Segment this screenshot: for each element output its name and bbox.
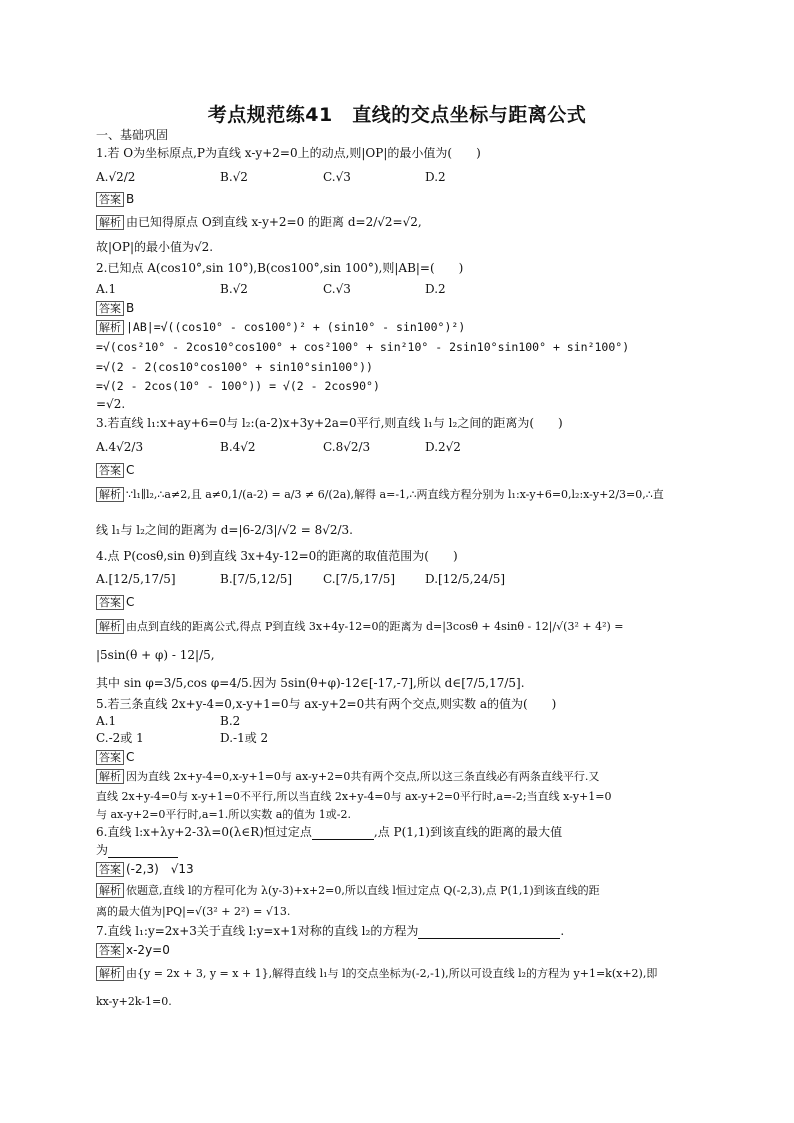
q7-analysis-line-2: kx-y+2k-1=0. <box>96 995 172 1008</box>
analysis-label: 解析 <box>96 320 124 335</box>
q1-option-d: D.2 <box>425 170 446 184</box>
q3-answer: C <box>126 463 135 477</box>
answer-label: 答案 <box>96 192 124 207</box>
q5-analysis-line-1: 因为直线 2x+y-4=0,x-y+1=0与 ax-y+2=0共有两个交点,所以这三条直线必有两条直线平行.又 <box>126 770 600 783</box>
analysis-label: 解析 <box>96 883 124 898</box>
q1-analysis-line-1: 由已知得原点 O到直线 x-y+2=0 的距离 d=2/√2=√2, <box>126 215 422 229</box>
q6-fill-blank-1[interactable] <box>312 826 374 840</box>
q3-analysis-line-1: ∵l₁∥l₂,∴a≠2,且 a≠0,1/(a-2) = a/3 ≠ 6/(2a),解得 a=-1,∴两直线方程分别为 l₁:x-y+6=0,l₂:x-y+2/3=0,∴直 <box>126 488 664 501</box>
q4-answer: C <box>126 595 135 609</box>
question-3-stem: 3.若直线 l₁:x+ay+6=0与 l₂:(a-2)x+3y+2a=0平行,则直线 l₁与 l₂之间的距离为( ) <box>96 416 563 430</box>
q5-option-c: C.-2或 1 <box>96 731 144 745</box>
q5-analysis-line-2: 直线 2x+y-4=0与 x-y+1=0不平行,所以当直线 2x+y-4=0与 ax-y+2=0平行时,a=-2;当直线 x-y+1=0 <box>96 790 612 803</box>
q6-answer-row <box>96 862 194 877</box>
q4-analysis-row <box>96 619 624 634</box>
q5-answer: C <box>126 750 135 764</box>
analysis-label: 解析 <box>96 966 124 981</box>
q1-answer: B <box>126 192 135 206</box>
q1-answer-row <box>96 192 134 207</box>
q3-option-d: D.2√2 <box>425 440 461 454</box>
q1-option-a: A.√2/2 <box>96 170 136 184</box>
q5-analysis-line-3: 与 ax-y+2=0平行时,a=1.所以实数 a的值为 1或-2. <box>96 808 351 821</box>
q2-analysis-line-3: =√(2 - 2(cos10°cos100° + sin10°sin100°)) <box>96 360 373 374</box>
question-4-stem: 4.点 P(cosθ,sin θ)到直线 3x+4y-12=0的距离的取值范围为( ) <box>96 549 458 563</box>
section-heading: 一、基础巩固 <box>96 128 169 142</box>
q5-analysis-row <box>96 769 599 784</box>
q4-answer-row <box>96 595 134 610</box>
q3-analysis-line-2: 线 l₁与 l₂之间的距离为 d=|6-2/3|/√2 = 8√2/3. <box>96 523 353 537</box>
q5-option-b: B.2 <box>220 714 241 728</box>
answer-label: 答案 <box>96 862 124 877</box>
q1-analysis-line-2: 故|OP|的最小值为√2. <box>96 240 214 254</box>
q6-analysis-line-1: 依题意,直线 l的方程可化为 λ(y-3)+x+2=0,所以直线 l恒过定点 Q(-2,3),点 P(1,1)到该直线的距 <box>126 884 600 897</box>
q3-analysis-row <box>96 487 664 502</box>
question-2-stem: 2.已知点 A(cos10°,sin 10°),B(cos100°,sin 100°),则|AB|=( ) <box>96 261 464 275</box>
answer-label: 答案 <box>96 943 124 958</box>
analysis-label: 解析 <box>96 215 124 230</box>
q2-option-a: A.1 <box>96 282 117 296</box>
q7-analysis-line-1: 由{y = 2x + 3, y = x + 1},解得直线 l₁与 l的交点坐标为(-2,-1),所以可设直线 l₂的方程为 y+1=k(x+2),即 <box>126 967 658 980</box>
q4-option-a: A.[12/5,17/5] <box>96 572 176 586</box>
q1-analysis-row <box>96 215 422 230</box>
q2-analysis-line-1: |AB|=√((cos10° - cos100°)² + (sin10° - sin100°)²) <box>126 320 466 334</box>
analysis-label: 解析 <box>96 769 124 784</box>
q3-option-b: B.4√2 <box>220 440 256 454</box>
q1-option-c: C.√3 <box>323 170 351 184</box>
q7-answer-row <box>96 943 170 958</box>
q2-option-c: C.√3 <box>323 282 351 296</box>
page-title: 考点规范练41 直线的交点坐标与距离公式 <box>207 104 587 126</box>
question-1-stem: 1.若 O为坐标原点,P为直线 x-y+2=0上的动点,则|OP|的最小值为( ) <box>96 146 481 160</box>
q4-analysis-line-3: 其中 sin φ=3/5,cos φ=4/5.因为 5sin(θ+φ)-12∈[-17,-7],所以 d∈[7/5,17/5]. <box>96 676 525 690</box>
q6-answer: (-2,3) √13 <box>126 862 194 876</box>
q6-stem-line-2 <box>96 843 178 858</box>
q2-analysis-line-4: =√(2 - 2cos(10° - 100°)) = √(2 - 2cos90°) <box>96 379 380 393</box>
q5-option-a: A.1 <box>96 714 117 728</box>
q7-answer: x-2y=0 <box>126 943 170 957</box>
answer-label: 答案 <box>96 301 124 316</box>
answer-label: 答案 <box>96 595 124 610</box>
answer-label: 答案 <box>96 463 124 478</box>
q5-answer-row <box>96 750 134 765</box>
q7-fill-blank[interactable] <box>418 925 560 939</box>
q1-option-b: B.√2 <box>220 170 248 184</box>
q4-option-b: B.[7/5,12/5] <box>220 572 293 586</box>
q6-analysis-line-2: 离的最大值为|PQ|=√(3² + 2²) = √13. <box>96 905 291 918</box>
q4-option-d: D.[12/5,24/5] <box>425 572 506 586</box>
q2-analysis-line-2: =√(cos²10° - 2cos10°cos100° + cos²100° + sin²10° - 2sin10°sin100° + sin²100°) <box>96 340 630 354</box>
q7-stem-part-1: 7.直线 l₁:y=2x+3关于直线 l:y=x+1对称的直线 l₂的方程为 <box>96 924 419 938</box>
q2-analysis-row <box>96 320 465 335</box>
q4-analysis-line-1: 由点到直线的距离公式,得点 P到直线 3x+4y-12=0的距离为 d=|3cosθ + 4sinθ - 12|/√(3² + 4²) = <box>126 620 624 633</box>
q2-answer-row <box>96 301 134 316</box>
q6-analysis-row <box>96 883 600 898</box>
q6-stem-part-2: ,点 P(1,1)到该直线的距离的最大值 <box>373 825 563 839</box>
q4-option-c: C.[7/5,17/5] <box>323 572 396 586</box>
q5-option-d: D.-1或 2 <box>220 731 269 745</box>
question-7-stem: 7.直线 l₁:y=2x+3关于直线 l:y=x+1对称的直线 l₂的方程为 . <box>96 924 565 938</box>
answer-label: 答案 <box>96 750 124 765</box>
analysis-label: 解析 <box>96 619 124 634</box>
q4-analysis-line-2: |5sin(θ + φ) - 12|/5, <box>96 648 215 662</box>
q2-analysis-line-5: =√2. <box>96 397 126 411</box>
q3-option-c: C.8√2/3 <box>323 440 371 454</box>
q6-fill-blank-2[interactable] <box>108 844 178 858</box>
q7-analysis-row <box>96 966 657 981</box>
question-5-stem: 5.若三条直线 2x+y-4=0,x-y+1=0与 ax-y+2=0共有两个交点,则实数 a的值为( ) <box>96 697 557 711</box>
q6-stem-part-3: 为 <box>96 843 109 857</box>
q2-answer: B <box>126 301 135 315</box>
q2-option-b: B.√2 <box>220 282 248 296</box>
analysis-label: 解析 <box>96 487 124 502</box>
q2-option-d: D.2 <box>425 282 446 296</box>
q3-option-a: A.4√2/3 <box>96 440 144 454</box>
q6-stem-part-1: 6.直线 l:x+λy+2-3λ=0(λ∈R)恒过定点 <box>96 825 312 839</box>
q3-answer-row <box>96 463 134 478</box>
question-6-stem <box>96 825 562 840</box>
